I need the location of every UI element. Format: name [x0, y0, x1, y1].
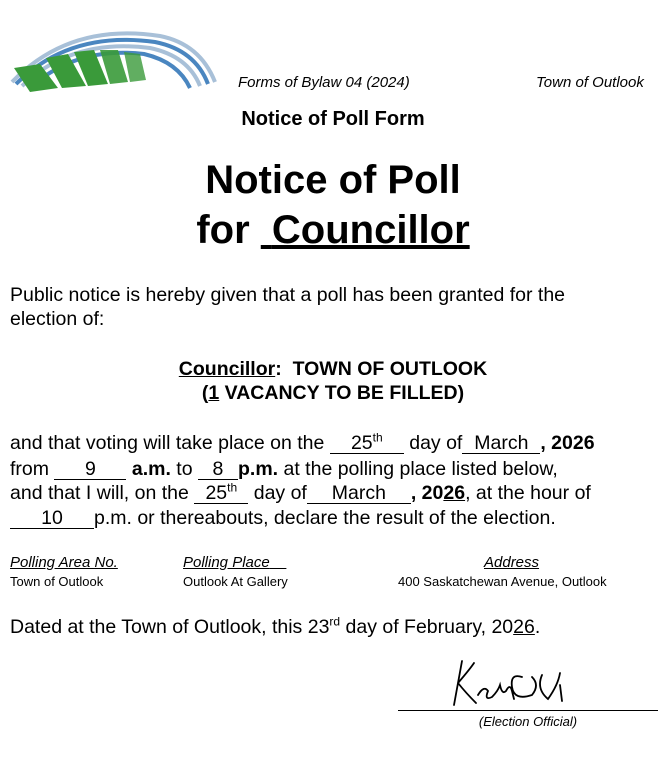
voting-line-3: and that I will, on the 25th day of March , 2026, at the hour of — [10, 480, 591, 504]
close-hour: 8 — [198, 459, 238, 480]
open-hour: 9 — [54, 459, 126, 480]
town-label: Town of Outlook — [536, 74, 644, 91]
intro-line-2: election of: — [10, 308, 105, 330]
jurisdiction: TOWN OF OUTLOOK — [292, 358, 488, 380]
dated-line: Dated at the Town of Outlook, this 23rd day of February, 2026. — [10, 614, 541, 638]
vacancy-line: (1 VACANCY TO BE FILLED) — [201, 382, 465, 404]
voting-line-1: and that voting will take place on the 25th day of March , 2026 — [10, 430, 595, 454]
voting-month: March — [462, 433, 540, 454]
dated-year-suffix: 26 — [513, 616, 535, 638]
office-name: Councillor — [178, 358, 276, 380]
town-logo — [10, 24, 220, 96]
result-year-suffix: 26 — [443, 482, 466, 504]
voting-day: 25th — [330, 433, 404, 454]
cell-place: Outlook At Gallery — [183, 574, 288, 589]
col-header-address: Address — [484, 554, 540, 571]
signature-caption: (Election Official) — [478, 714, 578, 729]
cell-area: Town of Outlook — [10, 574, 104, 589]
form-title: Notice of Poll Form — [241, 108, 425, 130]
election-office-line: Councillor: TOWN OF OUTLOOK — [178, 358, 488, 380]
col-header-area: Polling Area No. — [10, 554, 118, 571]
position-title — [0, 208, 666, 253]
result-hour: 10 — [10, 508, 94, 529]
signature — [448, 655, 573, 710]
cell-address: 400 Saskatchewan Avenue, Outlook — [398, 574, 607, 589]
position-name: Councillor — [271, 208, 470, 252]
col-header-place: Polling Place — [183, 554, 270, 571]
voting-line-2: from 9 a.m. to 8 p.m. at the polling place listed below, — [10, 458, 558, 480]
intro-line-1: Public notice is hereby given that a poll has been granted for the — [10, 284, 566, 306]
voting-line-4: 10 p.m. or thereabouts, declare the result of the election. — [10, 507, 556, 530]
for-text: for — [196, 208, 250, 252]
result-month: March — [307, 483, 411, 504]
vacancy-count: 1 — [208, 382, 220, 404]
result-day: 25th — [194, 483, 248, 504]
forms-label: Forms of Bylaw 04 (2024) — [238, 74, 410, 91]
notice-title: Notice of Poll — [205, 158, 461, 202]
signature-line — [398, 710, 658, 711]
